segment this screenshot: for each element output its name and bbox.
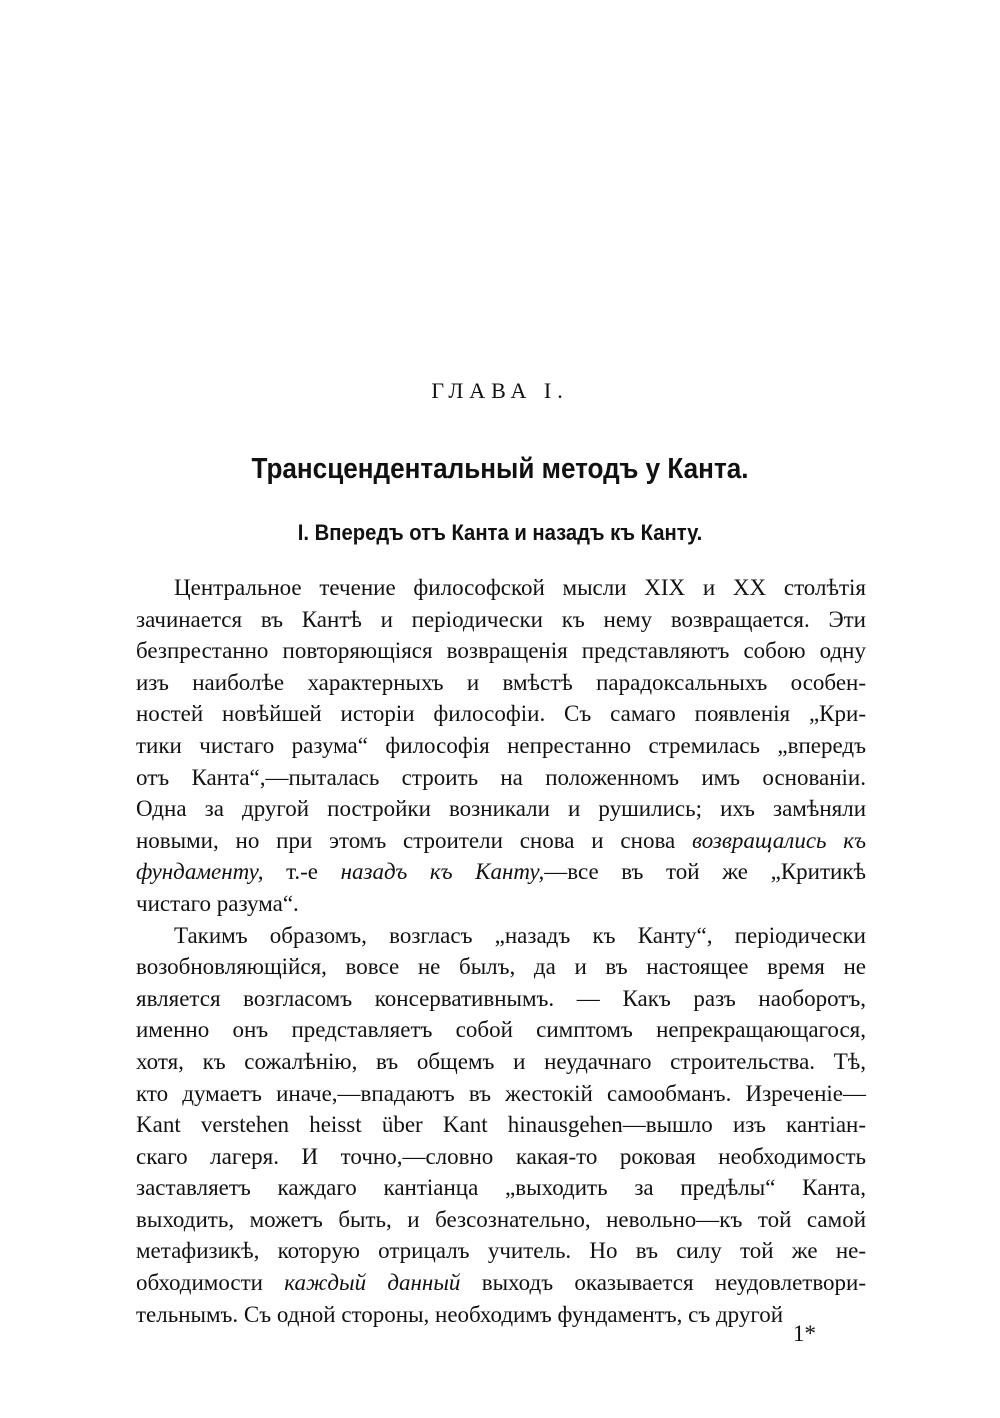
text-run: выходъ оказывается неудовлетвори- [460, 1270, 867, 1296]
text-run: выходить, можетъ быть, и безсознательно, невольно—къ той самой [136, 1206, 866, 1232]
text-line [136, 1046, 866, 1078]
text-run: Kant verstehen heisst über Kant hinausgehen—вышло изъ кантіан- [136, 1112, 866, 1138]
text-line [136, 604, 866, 636]
text-run: именно онъ представляетъ собой симптомъ непрекращающагося, [136, 1017, 866, 1043]
text-line [136, 635, 866, 667]
text-run: Такимъ образомъ, возгласъ „назадъ къ Канту“, періодически [174, 922, 866, 948]
text-line [136, 856, 866, 888]
paragraph [136, 920, 866, 1331]
text-run: заставляетъ каждаго кантіанца „выходить за предѣлы“ Канта, [136, 1175, 866, 1201]
text-line [136, 730, 866, 762]
text-line [136, 825, 866, 857]
text-line [136, 1172, 866, 1204]
paragraph [136, 572, 866, 920]
chapter-heading: ГЛАВА I. [431, 378, 569, 403]
text-run: тики чистаго разума“ философія непрестанно стремилась „впередъ [136, 732, 866, 758]
body-text [136, 572, 866, 1330]
text-line [136, 1235, 866, 1267]
text-run: зачинается въ Кантѣ и періодически къ нему возвращается. Эти [136, 606, 866, 632]
text-line [136, 1141, 866, 1173]
text-line [136, 951, 866, 983]
text-line [136, 1204, 866, 1236]
text-run: возобновляющійся, вовсе не былъ, да и въ настоящее время не [136, 954, 866, 980]
text-line [136, 888, 866, 920]
text-line [136, 762, 866, 794]
text-line [136, 1078, 866, 1110]
text-run: хотя, къ сожалѣнію, въ общемъ и неудачнаго строительства. Тѣ, [136, 1048, 866, 1074]
text-run: новыми, но при этомъ строители снова и снова [136, 827, 693, 853]
text-run: —все въ той же „Критикѣ [544, 859, 866, 885]
text-line [136, 1267, 866, 1299]
text-run: является возгласомъ консервативнымъ. — Какъ разъ наоборотъ, [136, 985, 866, 1011]
chapter-title: Трансцендентальный методъ у Канта. [251, 453, 749, 485]
text-line [136, 1014, 866, 1046]
text-run: Одна за другой постройки возникали и рушились; ихъ замѣняли [136, 796, 866, 822]
text-line [136, 572, 866, 604]
italic-text: возвращались къ [692, 827, 867, 853]
text-run: метафизикѣ, которую отрицалъ учитель. Но въ силу той же не- [136, 1238, 866, 1264]
text-line [136, 698, 866, 730]
text-run: изъ наиболѣе характерныхъ и вмѣстѣ парадоксальныхъ особен- [136, 669, 866, 695]
text-line [136, 1299, 866, 1331]
text-run: чистаго разума“. [136, 890, 299, 916]
section-title: I. Впередъ отъ Канта и назадъ къ Канту. [297, 520, 703, 545]
text-run: обходимости [136, 1270, 285, 1296]
italic-text: назадъ къ Канту, [340, 859, 545, 885]
text-run: отъ Канта“,—пыталась строить на положенномъ имъ основаніи. [136, 764, 866, 790]
text-line [136, 1109, 866, 1141]
text-run: скаго лагеря. И точно,—словно какая-то роковая необходимость [136, 1143, 866, 1169]
text-run: ностей новѣйшей исторіи философіи. Съ самаго появленія „Кри- [136, 701, 866, 727]
text-run: Центральное течение философской мысли XIX и XX столѣтія [174, 575, 866, 600]
text-run: т.-е [263, 859, 341, 885]
text-line [136, 983, 866, 1015]
text-run: тельнымъ. Съ одной стороны, необходимъ фундаментъ, съ другой [136, 1301, 784, 1327]
text-line [136, 793, 866, 825]
text-line [136, 667, 866, 699]
italic-text: каждый данный [284, 1270, 461, 1296]
italic-text: фундаменту, [136, 859, 264, 885]
text-line [136, 920, 866, 952]
text-run: кто думаетъ иначе,—впадаютъ въ жестокій самообманъ. Изреченіе— [136, 1080, 866, 1106]
text-run: безпрестанно повторяющіяся возвращенія представляютъ собою одну [136, 638, 866, 664]
page-number: 1* [793, 1321, 816, 1346]
